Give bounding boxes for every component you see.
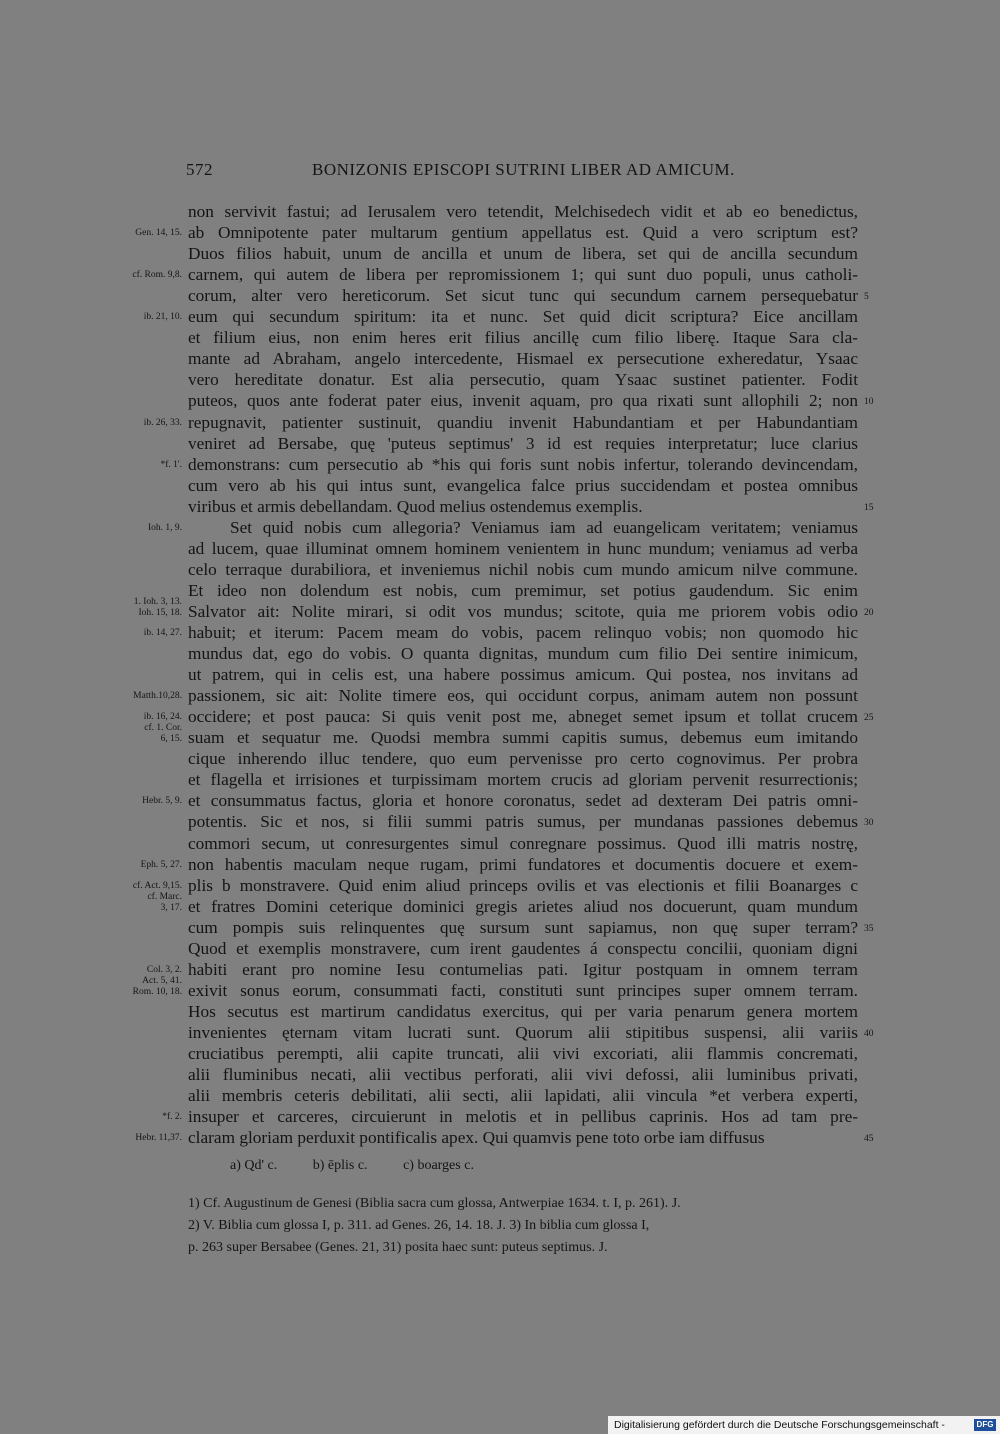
text-line: plis b monstravere. Quid enim aliud princeps ovilis et vas electionis et filii Boanarges c bbox=[188, 875, 858, 895]
marginal-reference: Eph. 5, 27. bbox=[140, 859, 182, 870]
text-line: habiti erant pro nomine Iesu contumelias pati. Igitur postquam in omnem terram bbox=[188, 959, 858, 979]
text-line: non servivit fastui; ad Ierusalem vero tetendit, Melchisedech vidit et ab eo benedictus, bbox=[188, 202, 858, 221]
apparatus-note: c) boarges c. bbox=[403, 1158, 474, 1173]
apparatus-note: b) ēplis c. bbox=[312, 1158, 368, 1173]
text-line: et consummatus factus, gloria et honore coronatus, sedet ad dexteram Dei patris omni- bbox=[188, 791, 858, 811]
text-line: et filium eius, non enim heres erit filius ancillę cum filio liberę. Itaque Sara cla- bbox=[188, 328, 858, 348]
text-line: non habentis maculam neque rugam, primi fundatores et documentis docuere et exem- bbox=[188, 854, 858, 874]
text-line: suam et sequatur me. Quodsi membra summi capitis sumus, debemus eum imitando bbox=[188, 728, 858, 748]
line-number: 5 bbox=[864, 292, 869, 303]
text-line: cique inherendo illuc tendere, quo eum pervenisse pro certo cognovimus. Per probra bbox=[188, 749, 858, 769]
text-line: cruciatibus perempti, alii capite truncati, alii vivi excoriati, alii flammis concremati, bbox=[188, 1044, 858, 1063]
text-line: corum, alter vero hereticorum. Set sicut tunc qui secundum carnem persequebatur bbox=[188, 286, 858, 306]
footer-text: Digitalisierung gefördert durch die Deutsche Forschungsgemeinschaft - bbox=[614, 1419, 945, 1431]
text-line: ad lucem, quae illuminat omnem hominem venientem in hunc mundum; veniamus ad verba bbox=[188, 538, 858, 558]
text-line: puteos, quos ante foderat pater eius, invenit aquam, pro qua rixati sunt allophili 2; non bbox=[188, 391, 858, 411]
text-line: Duos filios habuit, unum de ancilla et unum de libera, set qui de ancilla secundum bbox=[188, 244, 858, 264]
text-line: claram gloriam perduxit pontificalis apex. Qui quamvis pene toto orbe iam diffusus bbox=[188, 1128, 765, 1148]
marginal-reference: *f. 1'. bbox=[160, 459, 182, 470]
marginal-reference: ib. 14, 27. bbox=[143, 628, 182, 638]
marginal-reference: cf. 1. Cor. 6, 15. bbox=[144, 723, 182, 745]
text-line: occidere; et post pauca: Si quis venit post me, abneget semet ipsum et tollat crucem bbox=[188, 707, 858, 727]
text-line: et fratres Domini ceterique dominici gregis arietes aliud nos docuerunt, quam mundum bbox=[188, 896, 858, 916]
text-line: alii fluminibus necati, alii vectibus perforati, alii vivi defossi, alii luminibus privati, bbox=[188, 1065, 858, 1085]
text-line: Et ideo non dolendum est nobis, cum premimur, set potius gaudendum. Sic enim bbox=[188, 580, 858, 600]
line-number: 25 bbox=[864, 713, 874, 724]
text-line: alii membris ceteris debilitati, alii secti, alii lapidati, alii vincula *et verbera experti, bbox=[188, 1086, 858, 1106]
text-line: habuit; et iterum: Pacem meam do vobis, pacem relinquo vobis; non quomodo hic bbox=[188, 623, 858, 642]
page-number: 572 bbox=[186, 160, 213, 179]
text-line: et flagella et irrisiones et turpissimam mortem crucis ad gloriam pervenit resurrectionis; bbox=[188, 770, 858, 790]
footnote-line: 2) V. Biblia cum glossa I, p. 311. ad Genes. 26, 14. 18. J. 3) In biblia cum glossa I, bbox=[188, 1218, 650, 1233]
text-line: exivit sonus eorum, consummati facti, constituti sunt principes super omnem terram. bbox=[188, 980, 858, 1000]
marginal-reference: Hebr. 5, 9. bbox=[142, 796, 182, 807]
line-number: 10 bbox=[864, 397, 874, 408]
marginal-reference: ib. 16, 24. bbox=[143, 712, 182, 723]
text-line: eum qui secundum spiritum: ita et nunc. Set quid dicit scriptura? Eice ancillam bbox=[188, 307, 858, 327]
text-line: Hos secutus est martirum candidatus exercitus, qui per varia penarum genera mortem bbox=[188, 1001, 858, 1021]
apparatus-note: a) Qd' c. bbox=[230, 1158, 278, 1173]
running-title: BONIZONIS EPISCOPI SUTRINI LIBER AD AMICUM. bbox=[312, 160, 735, 179]
marginal-reference: cf. Marc. 3, 17. bbox=[147, 891, 182, 913]
text-line: Quod et exemplis monstravere, cum irent gaudentes á conspectu concilii, quoniam digni bbox=[188, 938, 858, 958]
footnote-line: p. 263 super Bersabee (Genes. 21, 31) posita haec sunt: puteus septimus. J. bbox=[188, 1240, 608, 1255]
line-number: 45 bbox=[864, 1134, 874, 1145]
marginal-reference: Act. 5, 41. Rom. 10, 18. bbox=[132, 975, 182, 997]
page-header bbox=[186, 160, 860, 184]
text-line: carnem, qui autem de libera per repromissionem 1; qui sunt duo populi, unus catholi- bbox=[188, 265, 858, 285]
text-line: insuper et carceres, circuierunt in melotis et in pellibus caprinis. Hos ad tam pre- bbox=[188, 1107, 858, 1127]
text-line: mundus dat, ego do vobis. O quanta dignitas, mundum cum filio Dei sentire inimicum, bbox=[188, 644, 858, 664]
text-line: veniret ad Bersabe, quę 'puteus septimus' 3 id est requies interpretatur; luce clarius bbox=[188, 433, 858, 453]
marginal-reference: *f. 2. bbox=[162, 1112, 182, 1123]
text-line: cum pompis suis relinquentes quę sursum sunt sapiamus, non quę super terram? bbox=[188, 917, 858, 937]
line-number: 40 bbox=[864, 1028, 874, 1039]
text-line: passionem, sic ait: Nolite timere eos, qui occidunt corpus, animam autem non possunt bbox=[188, 686, 858, 706]
marginal-reference: Matth.10,28. bbox=[133, 691, 182, 702]
marginal-reference: Col. 3, 2. bbox=[146, 964, 182, 975]
line-number: 20 bbox=[864, 607, 874, 618]
text-line: viribus et armis debellandam. Quod melius ostendemus exemplis. bbox=[188, 496, 643, 516]
marginal-reference: Gen. 14, 15. bbox=[135, 228, 182, 239]
text-line: mante ad Abraham, angelo intercedente, Hismael ex persecutione exheredatur, Ysaac bbox=[188, 349, 858, 369]
text-line: celo terraque durabiliora, et inveniemus nichil nobis cum mundo amicum nilve commune. bbox=[188, 559, 858, 579]
text-line: cum vero ab his qui intus sunt, evangelica falce prius succidendam et postea omnibus bbox=[188, 475, 858, 495]
text-line: vero hereditate donatur. Est alia persecutio, quam Ysaac sustinet patienter. Fodit bbox=[188, 370, 858, 390]
marginal-reference: ib. 26, 33. bbox=[143, 417, 182, 428]
text-line: potentis. Sic et nos, si filii summi patris sumus, per mundanas passiones debemus bbox=[188, 812, 858, 832]
critical-apparatus bbox=[230, 1158, 506, 1174]
text-line: repugnavit, patienter sustinuit, quandiu invenit Habundantiam et per Habundantiam bbox=[188, 412, 858, 432]
marginal-reference: ib. 21, 10. bbox=[143, 312, 182, 323]
text-line: ut patrem, qui in celis est, una habere possimus amicum. Qui postea, nos invitans ad bbox=[188, 665, 858, 685]
line-number: 35 bbox=[864, 923, 874, 934]
marginal-reference: Hebr. 11,37. bbox=[135, 1133, 182, 1144]
line-number: 15 bbox=[864, 502, 874, 513]
text-line: Set quid nobis cum allegoria? Veniamus iam ad euangelicam veritatem; veniamus bbox=[230, 517, 858, 537]
dfg-footer bbox=[608, 1416, 1000, 1434]
text-line: commori secum, ut conresurgentes simul conregnare possimus. Quod illi matris nostrę, bbox=[188, 833, 858, 853]
marginal-reference: Ioh. 1, 9. bbox=[147, 522, 182, 533]
text-line: ab Omnipotente pater multarum gentium appellatus est. Quid a vero scriptum est? bbox=[188, 223, 858, 243]
line-number: 30 bbox=[864, 818, 874, 829]
text-line: demonstrans: cum persecutio ab *his qui foris sunt nobis infertur, tolerando devincendam, bbox=[188, 454, 858, 474]
text-line: invenientes ęternam vitam lucrati sunt. Quorum alii stipitibus suspensi, alii variis bbox=[188, 1022, 858, 1042]
dfg-logo-icon: DFG bbox=[974, 1419, 996, 1431]
text-line: Salvator ait: Nolite mirari, si odit vos mundus; scitote, quia me priorem vobis odio bbox=[188, 601, 858, 621]
marginal-reference: cf. Rom. 9,8. bbox=[132, 270, 182, 281]
marginal-reference: cf. Act. 9,15. bbox=[132, 880, 182, 891]
marginal-reference: 1. Ioh. 3, 13. Ioh. 15, 18. bbox=[133, 596, 182, 618]
footnote-line: 1) Cf. Augustinum de Genesi (Biblia sacra cum glossa, Antwerpiae 1634. t. I, p. 261). J. bbox=[188, 1196, 681, 1211]
